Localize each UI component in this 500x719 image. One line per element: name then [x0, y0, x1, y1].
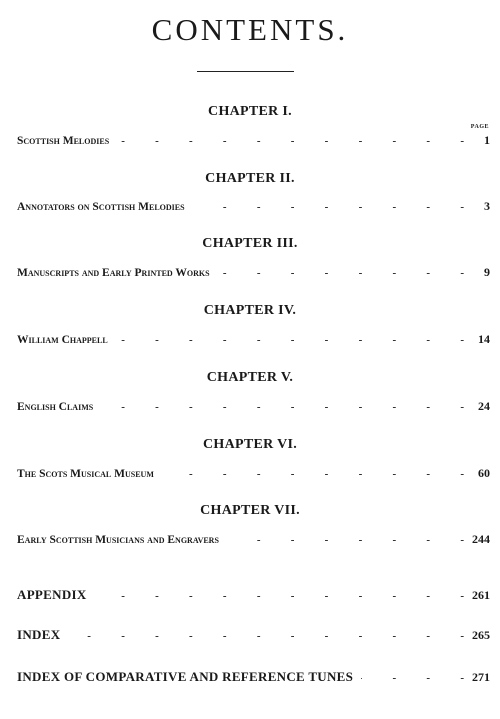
leader-dots	[227, 534, 464, 546]
toc-entry	[17, 532, 490, 552]
leader-dots	[361, 672, 464, 684]
page-title: CONTENTS.	[151, 12, 349, 47]
toc-entry-title: INDEX	[17, 627, 61, 642]
leader-dots	[218, 267, 464, 279]
toc-entry-index	[17, 627, 490, 647]
page-column-heading: PAGE	[470, 124, 489, 130]
leader-dots	[95, 590, 464, 602]
leader-dots	[162, 468, 464, 480]
toc-entry-page: 244	[472, 532, 490, 546]
toc-entry-page: 261	[472, 588, 490, 602]
chapter-heading: CHAPTER V.	[206, 370, 294, 385]
toc-entry-page: 265	[472, 628, 490, 642]
toc-entry-title: English Claims	[17, 401, 94, 413]
toc-entry	[17, 133, 490, 153]
toc-entry-title: INDEX OF COMPARATIVE AND REFERENCE TUNES	[17, 669, 354, 684]
toc-entry-page: 1	[484, 133, 490, 147]
chapter-heading: CHAPTER III.	[202, 236, 298, 251]
toc-entry-page: 3	[484, 199, 490, 213]
toc-entry-page: 271	[472, 670, 490, 684]
toc-entry-title: The Scots Musical Museum	[17, 468, 154, 480]
toc-entry-title: Manuscripts and Early Printed Works	[17, 267, 210, 279]
toc-entry-tunes-index	[17, 669, 490, 689]
toc-entry	[17, 265, 490, 285]
chapter-heading: CHAPTER IV.	[203, 303, 297, 318]
chapter-heading: CHAPTER VI.	[202, 437, 298, 452]
toc-entry-title: Early Scottish Musicians and Engravers	[17, 534, 219, 546]
leader-dots	[68, 630, 464, 642]
toc-entry-title: Scottish Melodies	[17, 135, 110, 147]
leader-dots	[116, 334, 464, 346]
toc-entry	[17, 199, 490, 219]
toc-entry-title: William Chappell	[17, 334, 108, 346]
toc-entry-page: 60	[478, 466, 490, 480]
toc-entry	[17, 332, 490, 352]
leader-dots	[193, 201, 464, 213]
chapter-heading: CHAPTER II.	[205, 171, 295, 186]
chapter-heading: CHAPTER I.	[208, 104, 292, 119]
toc-entry-page: 24	[478, 399, 490, 413]
toc-entry	[17, 399, 490, 419]
leader-dots	[101, 401, 464, 413]
toc-entry-page: 9	[484, 265, 490, 279]
toc-entry	[17, 466, 490, 486]
toc-entry-title: APPENDIX	[17, 587, 87, 602]
toc-entry-appendix	[17, 587, 490, 607]
leader-dots	[117, 135, 464, 147]
title-rule	[197, 71, 294, 72]
toc-entry-page: 14	[478, 332, 490, 346]
toc-entry-title: Annotators on Scottish Melodies	[17, 201, 185, 213]
chapter-heading: CHAPTER VII.	[200, 503, 300, 518]
